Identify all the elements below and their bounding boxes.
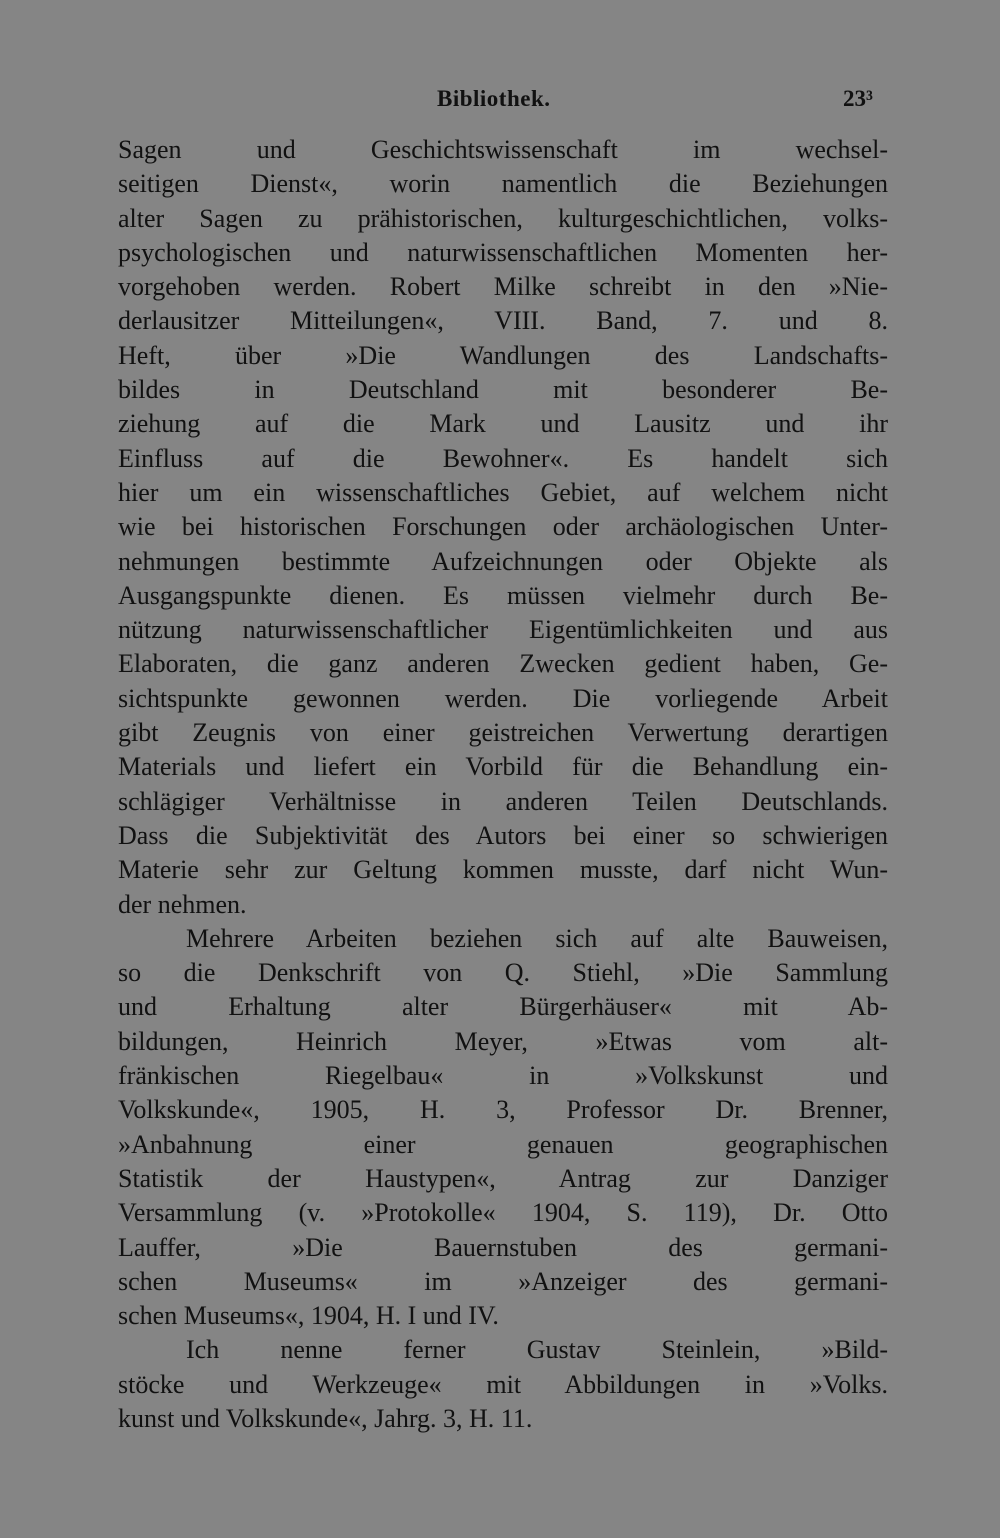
text-line: sichtspunkte gewonnen werden. Die vorliegende Arbeit bbox=[118, 683, 888, 713]
text-line: Lauffer, »Die Bauernstuben des germani- bbox=[118, 1232, 888, 1262]
text-line: gibt Zeugnis von einer geistreichen Verwertung derartigen bbox=[118, 718, 888, 748]
text-line: alter Sagen zu prähistorischen, kulturgeschichtlichen, volks- bbox=[118, 203, 888, 233]
text-line: »Anbahnung einer genauen geographischen bbox=[118, 1129, 888, 1159]
text-line: Sagen und Geschichtswissenschaft im wechsel- bbox=[118, 135, 888, 164]
text-line: und Erhaltung alter Bürgerhäuser« mit Ab- bbox=[118, 992, 888, 1022]
text-line: Mehrere Arbeiten beziehen sich auf alte Bauweisen, bbox=[186, 923, 888, 953]
body-text bbox=[118, 133, 888, 1436]
text-line: Elaboraten, die ganz anderen Zwecken gedient haben, Ge- bbox=[118, 649, 888, 679]
text-line: Materials und liefert ein Vorbild für die Behandlung ein- bbox=[118, 752, 888, 782]
text-line: hier um ein wissenschaftliches Gebiet, auf welchem nicht bbox=[118, 477, 888, 507]
text-line: psychologischen und naturwissenschaftlichen Momenten her- bbox=[118, 237, 888, 267]
running-title: Bibliothek. bbox=[437, 86, 551, 111]
text-line: nützung naturwissenschaftlicher Eigentümlichkeiten und aus bbox=[118, 615, 888, 645]
text-line: Materie sehr zur Geltung kommen musste, darf nicht Wun- bbox=[118, 855, 888, 885]
text-line: nehmungen bestimmte Aufzeichnungen oder Objekte als bbox=[118, 546, 888, 576]
paragraph-3 bbox=[118, 1333, 888, 1436]
text-line: bildungen, Heinrich Meyer, »Etwas vom alt- bbox=[118, 1026, 888, 1056]
text-line: Dass die Subjektivität des Autors bei einer so schwierigen bbox=[118, 820, 888, 850]
text-line: stöcke und Werkzeuge« mit Abbildungen in »Volks. bbox=[118, 1369, 888, 1399]
paragraph-1 bbox=[118, 133, 888, 922]
text-line: vorgehoben werden. Robert Milke schreibt in den »Nie- bbox=[118, 272, 888, 302]
text-line: Heft, über »Die Wandlungen des Landschafts- bbox=[118, 340, 888, 370]
text-line: ziehung auf die Mark und Lausitz und ihr bbox=[118, 409, 888, 439]
text-line: fränkischen Riegelbau« in »Volkskunst und bbox=[118, 1061, 888, 1091]
text-line: derlausitzer Mitteilungen«, VIII. Band, 7. und 8. bbox=[118, 306, 888, 336]
text-line: so die Denkschrift von Q. Stiehl, »Die Sammlung bbox=[118, 958, 888, 988]
text-line: schlägiger Verhältnisse in anderen Teilen Deutschlands. bbox=[118, 786, 888, 816]
text-line: Statistik der Haustypen«, Antrag zur Danziger bbox=[118, 1163, 888, 1193]
text-line: schen Museums«, 1904, H. I und IV. bbox=[118, 1301, 499, 1331]
text-line: Volkskunde«, 1905, H. 3, Professor Dr. Brenner, bbox=[118, 1095, 888, 1125]
text-line: wie bei historischen Forschungen oder archäologischen Unter- bbox=[118, 512, 888, 542]
text-line: Einfluss auf die Bewohner«. Es handelt sich bbox=[118, 443, 888, 473]
text-line: Versammlung (v. »Protokolle« 1904, S. 119), Dr. Otto bbox=[118, 1198, 888, 1228]
text-line: schen Museums« im »Anzeiger des germani- bbox=[118, 1266, 888, 1296]
text-line: der nehmen. bbox=[118, 889, 247, 919]
paragraph-2 bbox=[118, 922, 888, 1334]
page-number: 23³ bbox=[843, 86, 873, 111]
text-line: Ich nenne ferner Gustav Steinlein, »Bild- bbox=[186, 1335, 888, 1365]
text-line: bildes in Deutschland mit besonderer Be- bbox=[118, 375, 888, 405]
text-line: Ausgangspunkte dienen. Es müssen vielmehr durch Be- bbox=[118, 580, 888, 610]
text-line: seitigen Dienst«, worin namentlich die Beziehungen bbox=[118, 169, 888, 199]
text-line: kunst und Volkskunde«, Jahrg. 3, H. 11. bbox=[118, 1403, 533, 1433]
